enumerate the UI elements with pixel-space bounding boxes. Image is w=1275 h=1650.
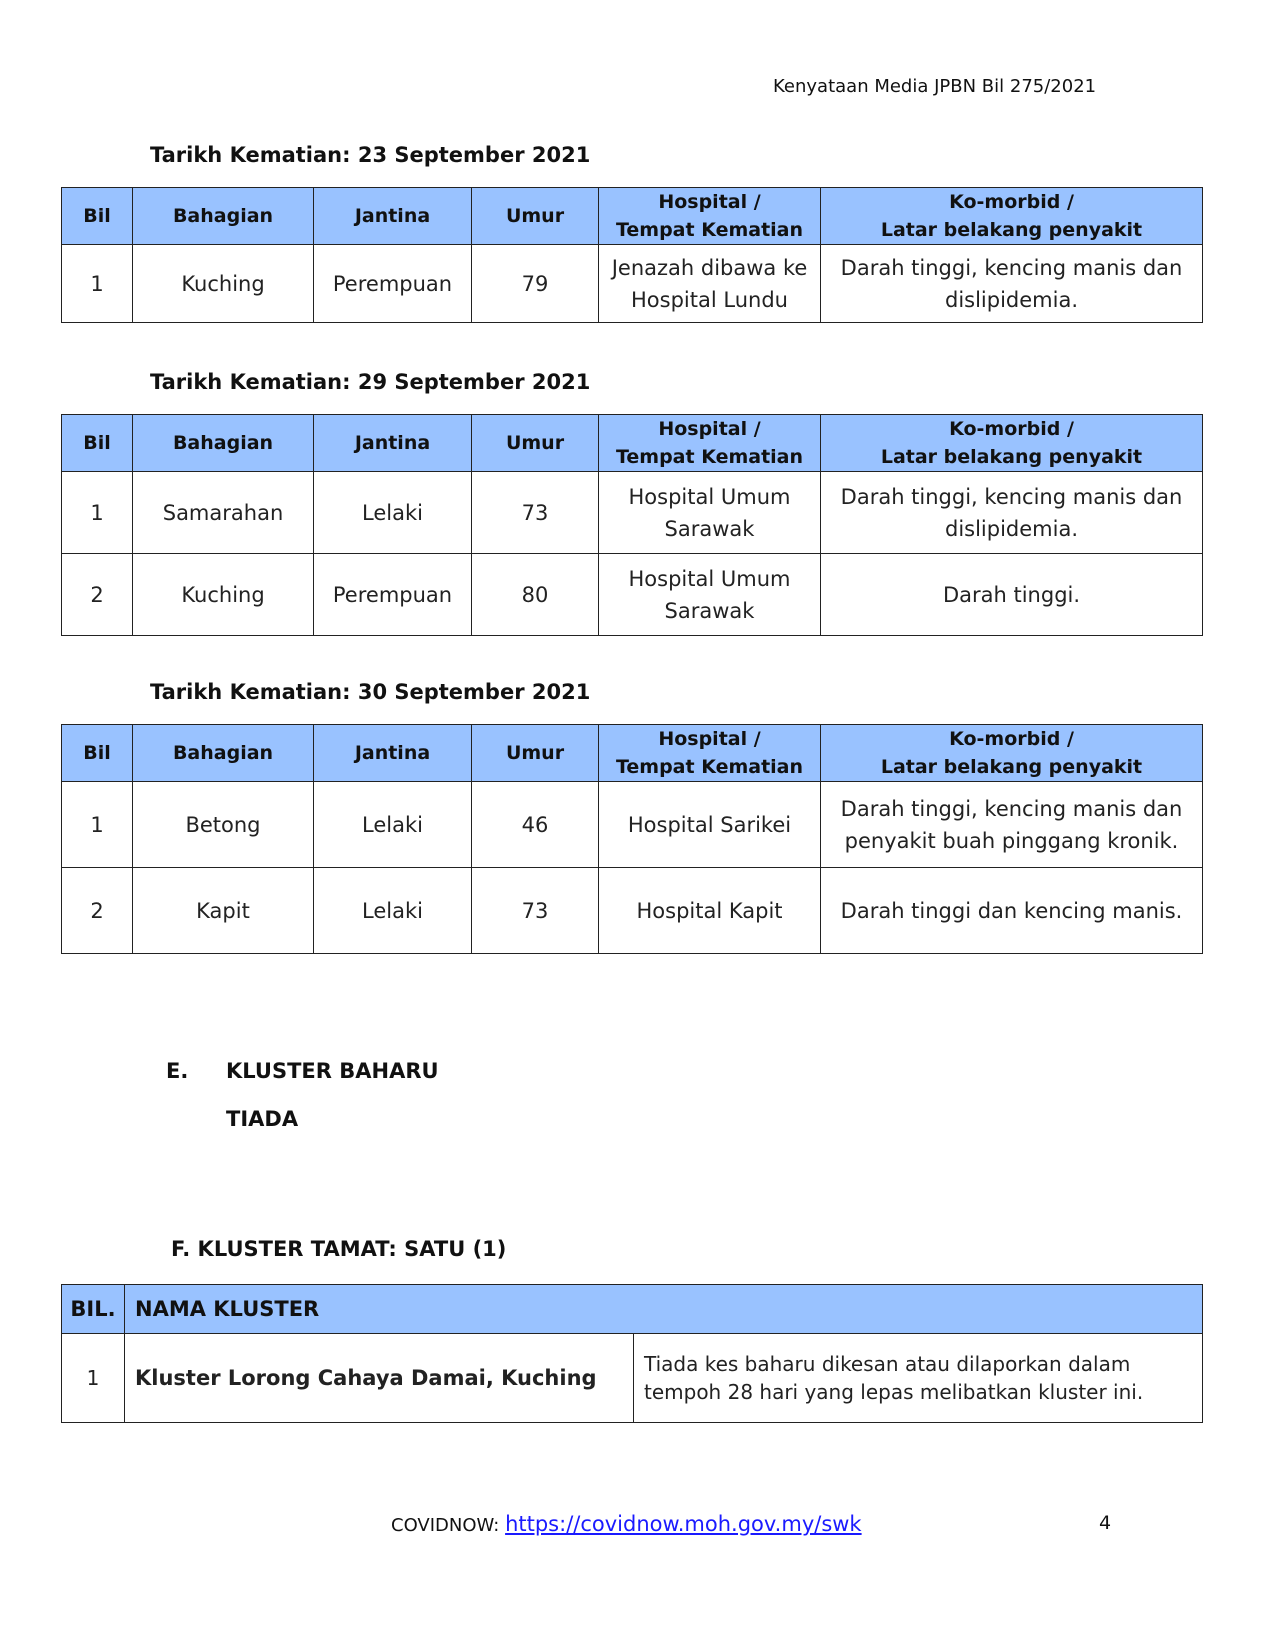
cell-umur: 80: [472, 554, 599, 636]
cell-jantina: Lelaki: [314, 782, 472, 868]
death-table: [61, 724, 1203, 954]
cell-jantina: Perempuan: [314, 554, 472, 636]
col-komorbid: Ko-morbid / Latar belakang penyakit: [821, 725, 1203, 782]
cell-komorbid: Darah tinggi dan kencing manis.: [821, 868, 1203, 954]
col-bahagian: Bahagian: [133, 725, 314, 782]
col-jantina: Jantina: [314, 415, 472, 472]
col-jantina: Jantina: [314, 188, 472, 245]
section-f-title: F. KLUSTER TAMAT: SATU (1): [171, 1237, 507, 1261]
cell-cluster-note: Tiada kes baharu dikesan atau dilaporkan dalam tempoh 28 hari yang lepas melibatkan kluster ini.: [634, 1334, 1203, 1423]
col-nama-kluster: NAMA KLUSTER: [125, 1285, 1203, 1334]
col-bil: Bil: [62, 188, 133, 245]
cell-bil: 1: [62, 245, 133, 323]
covidnow-link[interactable]: https://covidnow.moh.gov.my/swk: [505, 1512, 862, 1536]
cell-komorbid: Darah tinggi, kencing manis dan dislipidemia.: [821, 245, 1203, 323]
footer-label: COVIDNOW:: [391, 1515, 506, 1536]
death-table: [61, 414, 1203, 636]
cell-jantina: Lelaki: [314, 868, 472, 954]
cell-umur: 46: [472, 782, 599, 868]
death-table: [61, 187, 1203, 323]
cell-bil: 2: [62, 868, 133, 954]
table-row: [62, 472, 1203, 554]
col-komorbid: Ko-morbid / Latar belakang penyakit: [821, 415, 1203, 472]
document-reference: Kenyataan Media JPBN Bil 275/2021: [773, 76, 1097, 97]
table-header-row: [62, 725, 1203, 782]
col-umur: Umur: [472, 188, 599, 245]
col-bil: Bil: [62, 415, 133, 472]
cell-hospital: Hospital Kapit: [599, 868, 821, 954]
cell-bil: 1: [62, 1334, 125, 1423]
cell-bahagian: Kapit: [133, 868, 314, 954]
cell-hospital: Jenazah dibawa ke Hospital Lundu: [599, 245, 821, 323]
page-number: 4: [1099, 1512, 1112, 1534]
table-row: [62, 245, 1203, 323]
col-hospital: Hospital / Tempat Kematian: [599, 725, 821, 782]
cell-jantina: Perempuan: [314, 245, 472, 323]
death-date-title: Tarikh Kematian: 30 September 2021: [150, 680, 591, 704]
section-e-value: TIADA: [226, 1107, 299, 1131]
death-date-title: Tarikh Kematian: 23 September 2021: [150, 143, 591, 167]
table-row: [62, 554, 1203, 636]
section-e-letter: E.: [166, 1059, 189, 1083]
cluster-table: [61, 1284, 1203, 1423]
cell-bahagian: Samarahan: [133, 472, 314, 554]
cell-bahagian: Betong: [133, 782, 314, 868]
table-row: [62, 868, 1203, 954]
col-bahagian: Bahagian: [133, 188, 314, 245]
col-komorbid: Ko-morbid / Latar belakang penyakit: [821, 188, 1203, 245]
cell-hospital: Hospital Umum Sarawak: [599, 554, 821, 636]
cell-bahagian: Kuching: [133, 245, 314, 323]
cell-umur: 73: [472, 868, 599, 954]
col-umur: Umur: [472, 415, 599, 472]
col-umur: Umur: [472, 725, 599, 782]
table-header-row: [62, 188, 1203, 245]
table-row: [62, 782, 1203, 868]
footer: [391, 1512, 862, 1536]
cell-bil: 1: [62, 782, 133, 868]
cell-bil: 1: [62, 472, 133, 554]
section-e-title: KLUSTER BAHARU: [226, 1059, 439, 1083]
cell-bil: 2: [62, 554, 133, 636]
table-row: [62, 1334, 1203, 1423]
cell-umur: 79: [472, 245, 599, 323]
col-bil: BIL.: [62, 1285, 125, 1334]
death-date-title: Tarikh Kematian: 29 September 2021: [150, 370, 591, 394]
table-header-row: [62, 1285, 1203, 1334]
cell-cluster-name: Kluster Lorong Cahaya Damai, Kuching: [125, 1334, 634, 1423]
col-jantina: Jantina: [314, 725, 472, 782]
cell-hospital: Hospital Sarikei: [599, 782, 821, 868]
col-hospital: Hospital / Tempat Kematian: [599, 188, 821, 245]
col-bil: Bil: [62, 725, 133, 782]
cell-bahagian: Kuching: [133, 554, 314, 636]
table-header-row: [62, 415, 1203, 472]
cell-komorbid: Darah tinggi.: [821, 554, 1203, 636]
col-bahagian: Bahagian: [133, 415, 314, 472]
cell-komorbid: Darah tinggi, kencing manis dan dislipidemia.: [821, 472, 1203, 554]
col-hospital: Hospital / Tempat Kematian: [599, 415, 821, 472]
cell-hospital: Hospital Umum Sarawak: [599, 472, 821, 554]
cell-umur: 73: [472, 472, 599, 554]
cell-jantina: Lelaki: [314, 472, 472, 554]
cell-komorbid: Darah tinggi, kencing manis dan penyakit buah pinggang kronik.: [821, 782, 1203, 868]
